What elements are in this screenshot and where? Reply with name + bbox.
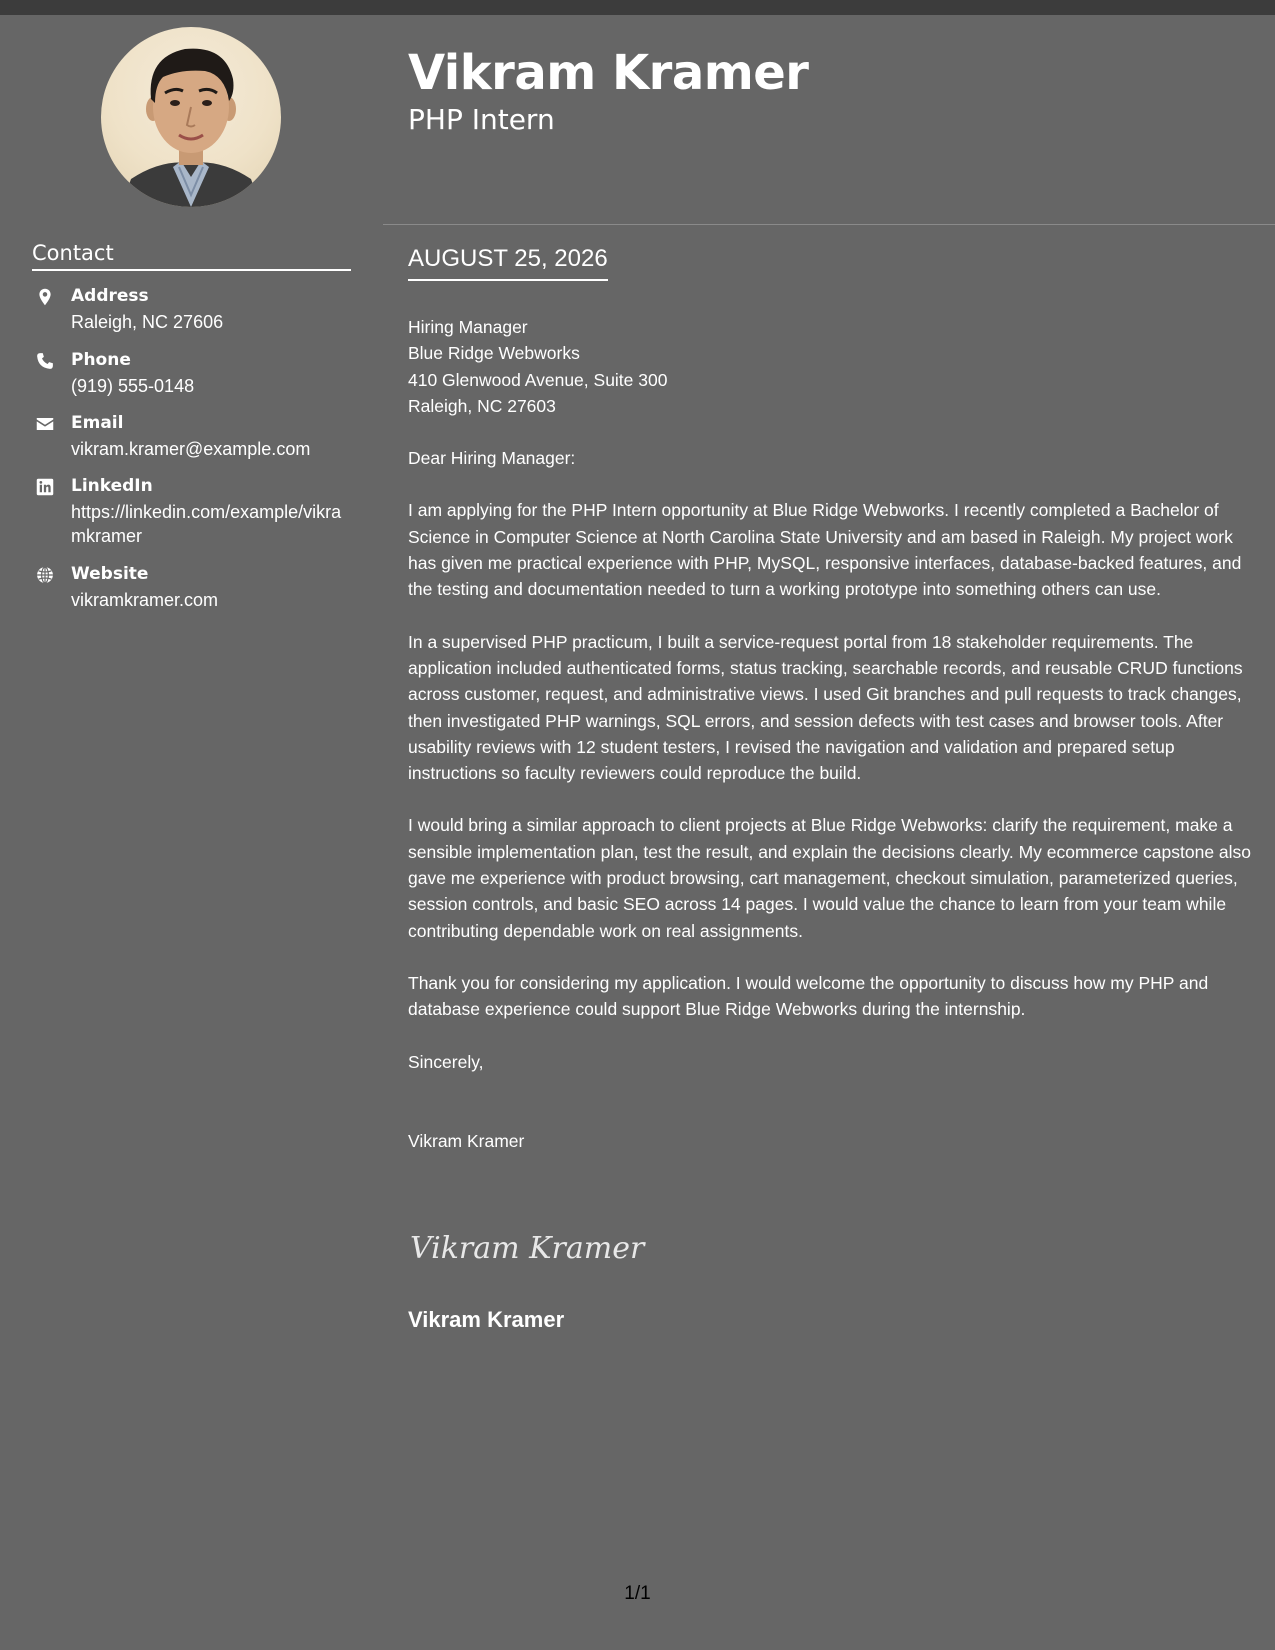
- salutation: Dear Hiring Manager:: [408, 448, 576, 469]
- contact-heading: Contact: [32, 241, 351, 271]
- phone-icon: [36, 352, 54, 370]
- contact-value-address: Raleigh, NC 27606: [71, 312, 224, 332]
- contact-label-address: Address: [71, 286, 149, 306]
- envelope-icon: [36, 415, 54, 433]
- contact-value-linkedin[interactable]: https://linkedin.com/example/vikramkramer: [71, 502, 342, 546]
- letter-paragraph: I would bring a similar approach to client projects at Blue Ridge Webworks: clarify the requirement, make a sensible implementation plan, test the result, and explain the decisions clearly. My ecommerce capstone also gave me experience with product browsing, cart management, checkout simulation, parameterized queries, session controls, and basic SEO across 14 pages. I would value the chance to learn from your team while contributing dependable work on real assignments.: [408, 815, 1252, 941]
- signature-text: Vikram Kramer: [410, 1231, 645, 1266]
- recipient-line: 410 Glenwood Avenue, Suite 300: [408, 369, 668, 390]
- contact-value-phone: (919) 555-0148: [71, 376, 195, 396]
- letter-paragraph: I am applying for the PHP Intern opportunity at Blue Ridge Webworks. I recently completed a Bachelor of Science in Computer Science at North Carolina State University and am based in Raleigh. My project work has given me practical experience with PHP, MySQL, responsive interfaces, database-backed features, and the testing and documentation needed to turn a working prototype into something others can use.: [408, 500, 1242, 600]
- header-divider: [383, 224, 1275, 225]
- linkedin-icon: [36, 478, 54, 496]
- recipient-line: Raleigh, NC 27603: [408, 395, 556, 416]
- contact-label-linkedin: LinkedIn: [71, 476, 153, 496]
- letter-date: AUGUST 25, 2026: [408, 245, 608, 281]
- recipient-line: Blue Ridge Webworks: [408, 343, 580, 364]
- contact-value-email: vikram.kramer@example.com: [71, 439, 311, 459]
- job-title: PHP Intern: [408, 103, 555, 136]
- typed-name: Vikram Kramer: [408, 1130, 525, 1151]
- applicant-name: Vikram Kramer: [408, 45, 809, 101]
- contact-label-phone: Phone: [71, 350, 131, 370]
- recipient-line: Hiring Manager: [408, 317, 528, 337]
- avatar: [101, 27, 281, 207]
- contact-label-website: Website: [71, 564, 149, 584]
- top-bar: [0, 0, 1275, 15]
- cover-letter-page: [0, 15, 1275, 1650]
- footer-name: Vikram Kramer: [408, 1307, 565, 1332]
- contact-label-email: Email: [71, 413, 124, 433]
- letter-paragraph: Thank you for considering my application. I would welcome the opportunity to discuss how my PHP and database experience could support Blue Ridge Webworks during the internship.: [408, 972, 1209, 1020]
- globe-icon: [36, 566, 54, 584]
- map-pin-icon: [36, 288, 54, 306]
- signature: [408, 1220, 668, 1274]
- contact-value-website[interactable]: vikramkramer.com: [71, 590, 219, 610]
- profile-photo: [101, 27, 281, 207]
- page-number: 1/1: [624, 1583, 651, 1604]
- closing: Sincerely,: [408, 1051, 484, 1072]
- recipient-block: [408, 314, 1256, 419]
- letter-body: [408, 314, 1256, 1154]
- letter-paragraph: In a supervised PHP practicum, I built a service-request portal from 18 stakeholder requirements. The application included authenticated forms, status tracking, searchable records, and reusable CRUD functions across customer, request, and administrative views. I used Git branches and pull requests to track changes, then investigated PHP warnings, SQL errors, and session defects with test cases and browser tools. After usability reviews with 12 student testers, I revised the navigation and validation and prepared setup instructions so faculty reviewers could reproduce the build.: [408, 631, 1243, 784]
